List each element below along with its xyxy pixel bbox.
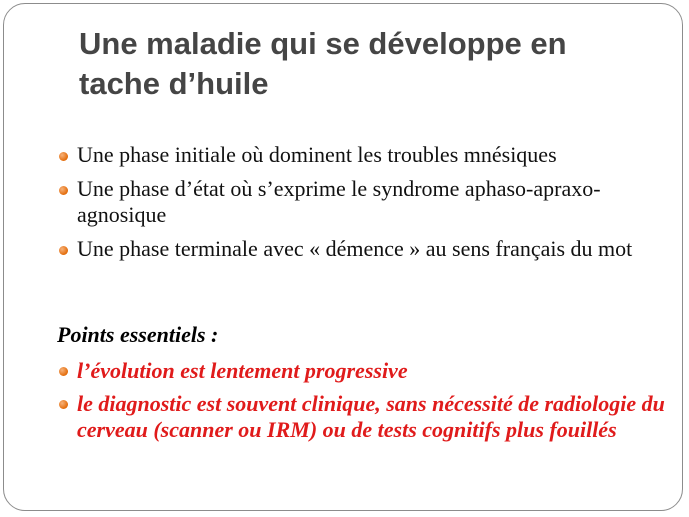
key-points-list <box>4 358 684 450</box>
key-point-diagnosis-text: le diagnostic est souvent clinique, sans nécessité de radiologie du cerveau (scanner ou IRM) ou de tests cognitifs plus fouillés <box>77 391 665 442</box>
bullet-dot-icon <box>59 246 68 255</box>
phase-terminal-text: Une phase terminale avec « démence » au sens français du mot <box>77 236 633 261</box>
slide-title <box>79 24 659 104</box>
bullet-dot-icon <box>59 367 68 376</box>
phase-state-text: Une phase d’état où s’exprime le syndrome aphaso-apraxo-agnosique <box>77 176 601 227</box>
key-point-evolution-text: l’évolution est lentement progressive <box>77 358 408 383</box>
bullet-dot-icon <box>59 186 68 195</box>
key-points-heading: Points essentiels : <box>57 322 219 347</box>
bullet-dot-icon <box>59 400 68 409</box>
phase-initial-text: Une phase initiale où dominent les troubles mnésiques <box>77 142 557 167</box>
list-item <box>4 391 684 443</box>
list-item <box>4 142 684 168</box>
slide-title-line-1: Une maladie qui se développe en <box>79 26 567 61</box>
slide-frame <box>3 3 683 511</box>
bullet-dot-icon <box>59 152 68 161</box>
slide-title-line-2: tache d’huile <box>79 66 269 101</box>
list-item <box>4 358 684 384</box>
list-item <box>4 176 684 228</box>
list-item <box>4 236 684 262</box>
phases-list <box>4 142 684 270</box>
